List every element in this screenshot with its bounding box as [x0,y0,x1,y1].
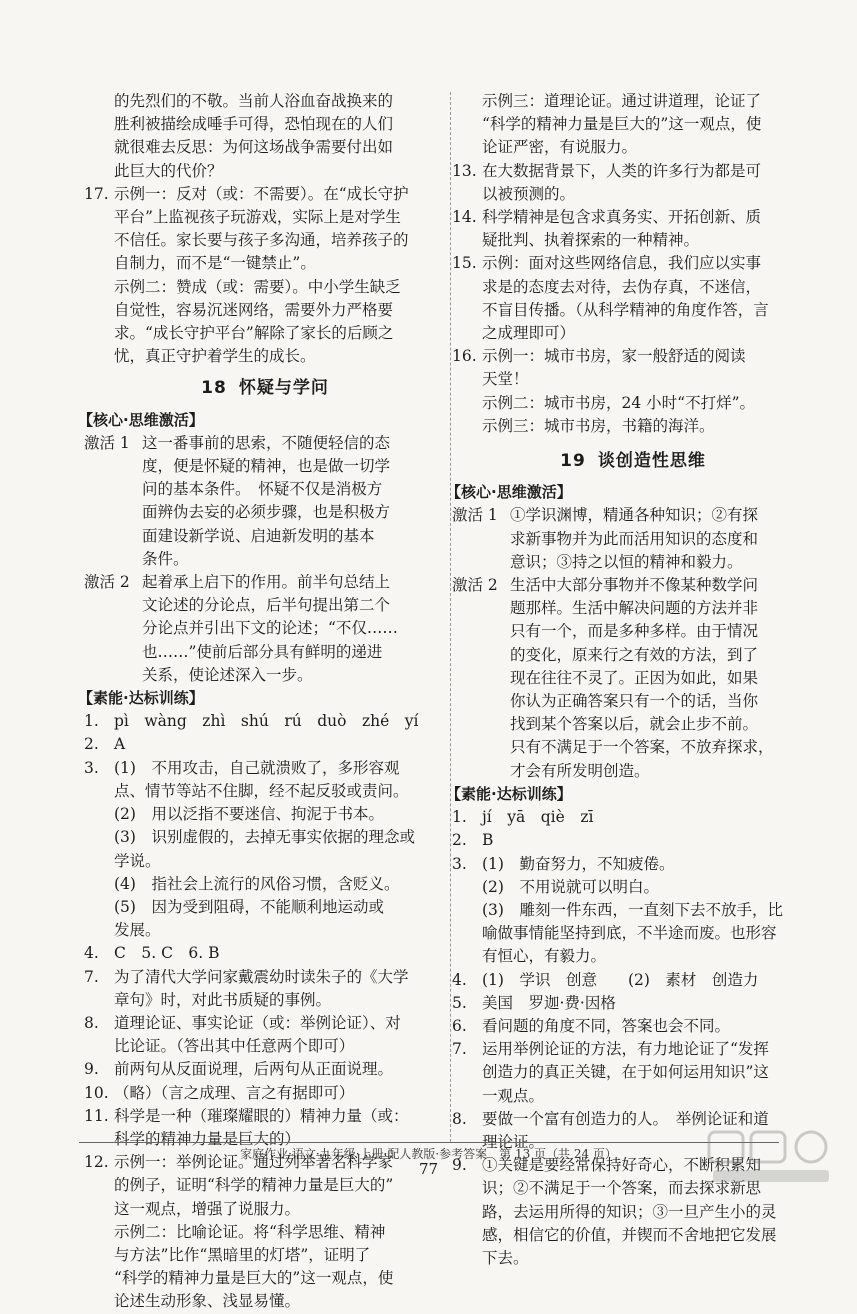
activation-label: 激活 2 [84,573,130,592]
item-number: 11. [84,1106,109,1125]
text-line: A [114,735,126,754]
text-line: 路，去运用所得的知识；③一旦产生小的灵 [482,1202,777,1221]
text-line: 要做一个富有创造力的人。 举例论证和道 [482,1109,769,1128]
item-number: 13. [452,161,477,180]
answer-item [452,345,814,438]
activation-label: 激活 2 [452,576,498,595]
text-line: 识；②不满足于一个答案，而去探求新思 [482,1179,762,1198]
text-line: 求是的态度去对待，去伪存真，不迷信， [482,277,762,296]
text-line: 为了清代大学问家戴震幼时读朱子的《大学 [114,967,409,986]
item-number: 3. [452,854,467,873]
text-line: 自制力，而不是“一键禁止”。 [114,254,316,273]
text-line: 意识；③持之以恒的精神和毅力。 [510,552,743,571]
item-number: 17. [84,184,109,203]
text-line: 不信任。家长要与孩子多沟通，培养孩子的 [114,231,409,250]
text-line: 就很难去反思：为何这场战争需要付出如 [114,138,394,157]
text-line: (1) 不用攻击，自己就溃败了，多形容观 [114,758,400,777]
answer-item [452,206,814,252]
text-line: C 5. C 6. B [114,944,220,963]
text-line: 科学的精神力量是巨大的） [114,1129,301,1148]
text-line: 示例一：举例论证。通过列举著名科学家 [114,1153,394,1172]
text-line: 示例一：城市书房，家一般舒适的阅读 [482,347,746,366]
lesson-19-title [452,450,814,473]
text-line: 章句》时，对此书质疑的事例。 [114,990,332,1009]
text-line: 美国 罗迦·费·因格 [482,993,616,1012]
answer-item [452,992,814,1015]
text-line: 喻做事情能坚持到底，不半途而废。也形容 [482,924,777,943]
item-number: 8. [84,1013,99,1032]
text-line: 示例二：比喻论证。将“科学思维、精神 [114,1222,386,1241]
item-number: 1. [452,808,467,827]
text-line: 你认为正确答案只有一个的话，当你 [510,692,759,711]
text-line: 科学精神是包含求真务实、开拓创新、质 [482,208,762,227]
text-line: 论述生动形象、浅显易懂。 [114,1292,301,1311]
answer-item [452,1015,814,1038]
text-line: 示例：面对这些网络信息，我们应以实事 [482,254,762,273]
left-answer-list [84,710,446,1313]
text-line: 度，便是怀疑的精神，也是做一切学 [142,457,391,476]
text-line: 关系，使论述深入一步。 [142,665,313,684]
lesson-number: 19 [560,451,586,472]
text-line: （略）（言之成理、言之有据即可） [114,1083,355,1102]
text-line: (1) 学识 创意 (2) 素材 创造力 [482,970,759,989]
text-line: 不盲目传播。（从科学精神的角度作答，言 [482,300,769,319]
item-number: 12. [84,1153,109,1172]
text-line: 生活中大部分事物并不像某种数学问 [510,576,759,595]
right-answer-list-a [452,160,814,438]
text-line: pì wàng zhì shú rú duò zhé yí [114,712,419,731]
text-line: 发展。 [114,921,161,940]
text-line: B [482,831,494,850]
text-line: 只有一个，而是多种多样。由于情况 [510,622,759,641]
text-line: 分论点并引出下文的论述；“不仅…… [142,619,398,638]
text-line: 文论述的分论点，后半句提出第二个 [142,596,391,615]
answer-item [84,1058,446,1081]
lesson-number: 18 [201,378,227,399]
item-number: 7. [452,1040,467,1059]
answer-item [84,966,446,1012]
text-line: 天堂！ [482,370,529,389]
item-number: 5. [452,993,467,1012]
lesson-18-title [84,377,446,400]
column-divider [450,92,451,1142]
item-number: 3. [84,758,99,777]
item-number: 4. [84,944,99,963]
item-number: 7. [84,967,99,986]
text-line: jí yā qiè zī [482,808,594,827]
text-line: 感，相信它的价值，并锲而不舍地把它发展 [482,1225,777,1244]
page-number: 77 [418,1160,439,1178]
answer-item [84,710,446,733]
text-line: (2) 不用说就可以明白。 [482,877,659,896]
text-line: 现在往往不灵了。正因为如此，如果 [510,668,759,687]
text-line: (4) 指社会上流行的风俗习惯，含贬义。 [114,874,400,893]
text-line: 找到某个答案以后，就会止步不前。 [510,715,759,734]
text-line: 点、情节等站不住脚，经不起反驳或责问。 [114,781,409,800]
item-number: 15. [452,254,477,273]
text-line: 的例子，证明“科学的精神力量是巨大的” [114,1176,394,1195]
watermark-logo-icon [705,1128,835,1188]
lesson-title: 怀疑与学问 [238,378,329,399]
item-number: 9. [452,1156,467,1175]
answer-item [452,1038,814,1108]
text-line: 这一观点，增强了说服力。 [114,1199,301,1218]
text-line: 示例二：城市书房，24 小时“不打烊”。 [482,393,755,412]
item-number: 2. [84,735,99,754]
text-line: (2) 用以泛指不要迷信、拘泥于书本。 [114,805,384,824]
activation-1 [84,432,446,571]
text-line: 一观点。 [482,1086,545,1105]
text-line: 才会有所发明创造。 [510,761,650,780]
text-line: 条件。 [142,549,189,568]
text-line: 忧，真正守护着学生的成长。 [114,347,316,366]
text-line: 之成理即可） [482,324,576,343]
item-number: 2. [452,831,467,850]
activation-label: 激活 1 [84,433,130,452]
text-line: 此巨大的代价？ [114,161,223,180]
text-line: 面建设新学说、启迪新发明的基本 [142,526,375,545]
text-line: 求。“成长守护平台”解除了家长的后顾之 [114,324,394,343]
text-line: (5) 因为受到阻碍，不能顺利地运动或 [114,897,384,916]
item-number: 9. [84,1060,99,1079]
answer-item [452,853,814,969]
item-number: 4. [452,970,467,989]
section-heading-core: 【核心·思维激活】 [446,483,572,502]
text-line: (3) 雕刻一件东西，一直刻下去不放手，比 [482,900,783,919]
footer-text: 家庭作业·语文·九年级·上册·配人教版·参考答案 第 13 页（共 24 页） [79,1142,779,1162]
left-intro [84,90,446,183]
answer-item [452,160,814,206]
text-line: 科学是一种（璀璨耀眼的）精神力量（或： [114,1106,409,1125]
text-line: 只有不满足于一个答案，不放弃探求， [510,738,774,757]
text-line: 问的基本条件。 怀疑不仅是消极方 [142,480,383,499]
text-line: 题那样。生活中解决问题的方法并非 [510,599,759,618]
text-line: “科学的精神力量是巨大的”这一观点，使 [482,115,762,134]
text-line: 求新事物并为此而活用知识的态度和 [510,529,759,548]
text-line: 示例三：城市书房，书籍的海洋。 [482,416,715,435]
text-line: 下去。 [482,1248,529,1267]
section-heading-training: 【素能·达标训练】 [446,784,572,803]
item-number: 6. [452,1016,467,1035]
text-line: 示例一：反对（或：不需要）。在“成长守护 [114,184,409,203]
text-line: 看问题的角度不同，答案也会不同。 [482,1016,731,1035]
text-line: 也……”使前后部分具有鲜明的递进 [142,642,383,661]
text-line: 前两句从反面说理，后两句从正面说理。 [114,1060,394,1079]
section-heading-core: 【核心·思维激活】 [78,410,204,429]
item-number: 10. [84,1083,109,1102]
text-line: 道理论证、事实论证（或：举例论证）、对 [114,1013,401,1032]
text-line: 与方法”比作“黑暗里的灯塔”，证明了 [114,1245,371,1264]
activation-1 [452,504,814,574]
text-line: 创造力的真正关键，在于如何运用知识”这 [482,1063,769,1082]
lesson-title: 谈创造性思维 [597,451,706,472]
answer-item-17 [84,183,446,369]
right-answer-list-b [452,806,814,1270]
text-line: 示例二：赞成（或：需要）。中小学生缺乏 [114,277,401,296]
text-line: 论证严密，有说服力。 [482,138,638,157]
answer-item [84,1082,446,1105]
item-number: 14. [452,208,477,227]
text-line: 这一番事前的思索，不随便轻信的态 [142,433,391,452]
answer-item [84,1012,446,1058]
text-line: 以被预测的。 [482,184,576,203]
answer-item [452,806,814,829]
left-column [78,90,446,1314]
text-line: ①学识渊博，精通各种知识；②有探 [510,506,759,525]
activation-label: 激活 1 [452,506,498,525]
text-line: 示例三：道理论证。通过讲道理，论证了 [482,92,762,110]
answer-item [452,829,814,852]
text-line: 在大数据背景下，人类的许多行为都是可 [482,161,762,180]
text-line: 胜利被描绘成唾手可得，恐怕现在的人们 [114,115,394,134]
activation-2 [84,571,446,687]
text-line: 的先烈们的不敬。当前人浴血奋战换来的 [114,92,394,110]
section-heading-training: 【素能·达标训练】 [78,689,204,708]
activation-2 [452,574,814,783]
text-line: 有恒心，有毅力。 [482,947,607,966]
text-line: 理论证。 [482,1132,545,1151]
right-intro [452,90,814,160]
text-line: 运用举例论证的方法，有力地论证了“发挥 [482,1040,769,1059]
item-number: 8. [452,1109,467,1128]
answer-item [452,969,814,992]
right-column [446,90,814,1270]
text-line: 学说。 [114,851,161,870]
text-line: ①关键是要经常保持好奇心，不断积累知 [482,1156,762,1175]
answer-item [84,733,446,756]
item-number: 1. [84,712,99,731]
text-line: 疑批判、执着探索的一种精神。 [482,231,700,250]
answer-item [84,757,446,943]
text-line: 平台”上监视孩子玩游戏，实际上是对学生 [114,208,401,227]
text-line: (3) 识别虚假的，去掉无事实依据的理念或 [114,828,415,847]
answer-item [84,942,446,965]
text-line: 自觉性，容易沉迷网络，需要外力严格要 [114,300,394,319]
text-line: 面辨伪去妄的必须步骤，也是积极方 [142,503,391,522]
text-line: 起着承上启下的作用。前半句总结上 [142,573,391,592]
text-line: 比论证。（答出其中任意两个即可） [114,1037,355,1056]
item-number: 16. [452,347,477,366]
text-line: 的变化，原来行之有效的方法，到了 [510,645,759,664]
text-line: (1) 勤奋努力，不知疲倦。 [482,854,675,873]
text-line: “科学的精神力量是巨大的”这一观点，使 [114,1269,394,1288]
answer-item [452,252,814,345]
